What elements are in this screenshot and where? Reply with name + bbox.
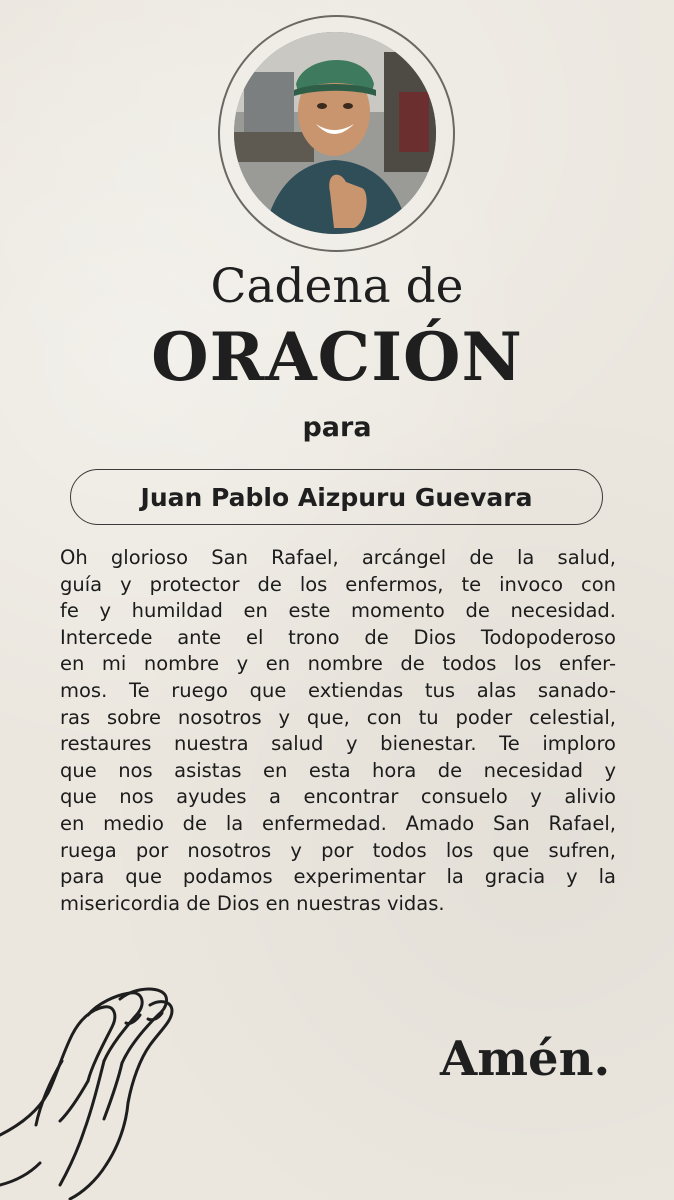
prayer-line: fe y humildad en este momento de necesidad. (60, 599, 616, 623)
prayer-line: ruega por nosotros y por todos los que sufren, (60, 838, 616, 862)
prayer-line: restaures nuestra salud y bienestar. Te imploro (60, 732, 616, 756)
prayer-line: Intercede ante el trono de Dios Todopoderoso (60, 625, 616, 649)
praying-hands-icon (0, 985, 200, 1200)
prayer-line: ras sobre nosotros y que, con tu poder celestial, (60, 705, 616, 729)
name-badge (70, 469, 603, 525)
person-name: Juan Pablo Aizpuru Guevara (140, 482, 533, 512)
prayer-line: en medio de la enfermedad. Amado San Rafael, (60, 811, 616, 835)
prayer-line: mos. Te ruego que extiendas tus alas sanado- (60, 678, 616, 702)
prayer-line: misericordia de Dios en nuestras vidas. (60, 891, 445, 915)
title-para: para (302, 412, 372, 443)
prayer-line: para que podamos experimentar la gracia y la (60, 865, 616, 889)
prayer-line: Oh glorioso San Rafael, arcángel de la salud, (60, 546, 616, 569)
title-cadena-de: Cadena de (210, 259, 464, 314)
prayer-text (60, 545, 616, 917)
closing-amen: Amén. (440, 1031, 611, 1087)
prayer-line: que nos asistas en esta hora de necesidad y (60, 758, 616, 782)
title-oracion: ORACIÓN (151, 318, 523, 396)
portrait-photo (234, 32, 436, 234)
prayer-line: guía y protector de los enfermos, te invoco con (60, 572, 616, 596)
prayer-line: en mi nombre y en nombre de todos los enfer- (60, 652, 616, 676)
prayer-line: que nos ayudes a encontrar consuelo y alivio (60, 785, 616, 809)
